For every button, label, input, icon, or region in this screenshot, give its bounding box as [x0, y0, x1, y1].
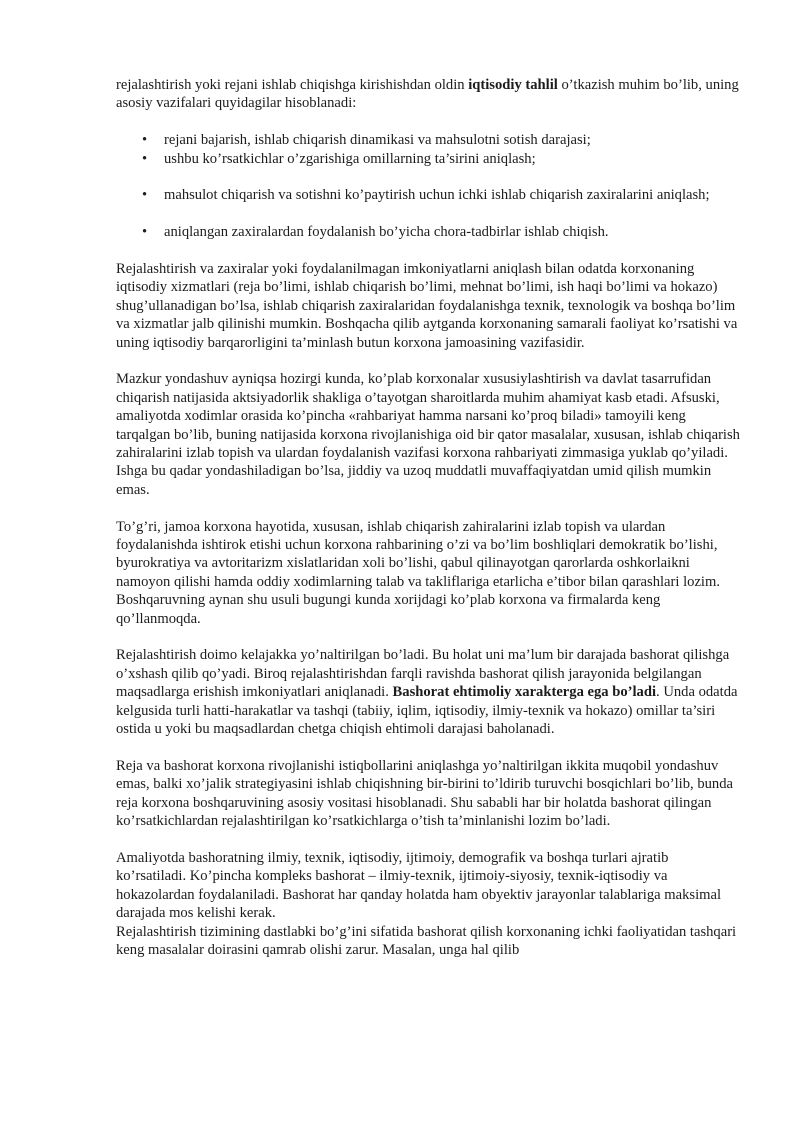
list-item: • mahsulot chiqarish va sotishni ko’paytirish uchun ichki ishlab chiqarish zaxiralarini aniqlash;	[116, 186, 742, 204]
list-item: • aniqlangan zaxiralardan foydalanish bo’yicha chora-tadbirlar ishlab chiqish.	[116, 223, 742, 241]
document-page	[116, 76, 742, 959]
list-item: • rejani bajarish, ishlab chiqarish dinamikasi va mahsulotni sotish darajasi;	[116, 131, 742, 149]
paragraph-intro-text-start: rejalashtirish yoki rejani ishlab chiqishga kirishishdan oldin	[116, 77, 469, 93]
paragraph-forecast-text-start: Rejalashtirish doimo kelajakka yo’naltirilgan bo’ladi. Bu holat uni ma’lum bir darajada bashorat qilishga o’xshash qilib qo’yadi. Biroq rejalashtirishdan farqli ravishda bashorat qilish jarayonida belgilangan maqsadlarga erishish imkoniyatlari aniqlanadi.	[116, 647, 730, 701]
paragraph: Mazkur yondashuv ayniqsa hozirgi kunda, ko’plab korxonalar xususiylashtirish va davlat tasarrufidan chiqarish natijasida aktsiyadorlik shakliga o’tayotgan sharoitlarda muhim ahamiyat kasb etadi. Afsuski, amaliyotda xodimlar orasida ko’pincha «rahbariyat hamma narsani ko’proq biladi» tamoyili keng tarqalgan bo’lib, buning natijasida korxona rivojlanishiga oid bir qator masalalar, xususan, ishlab chiqarish zahiralarini izlab topish va ulardan foydalanish vazifasi korxona rahbariyati zimmasiga yuklab qo’yiladi. Ishga bu qadar yondashiladigan bo’lsa, jiddiy va uzoq muddatli muvaffaqiyatdan umid qilish mumkin emas.	[116, 371, 740, 498]
paragraph: Rejalashtirish va zaxiralar yoki foydalanilmagan imkoniyatlarni aniqlash bilan odatda korxonaning iqtisodiy xizmatlari (reja bo’limi, ishlab chiqarish bo’limi, mehnat bo’limi, ish haqi bo’limi va hokazo) shug’ullanadigan bo’lsa, ishlab chiqarish zaxiralaridan foydalanishga texnik, texnologik va boshqa bo’lim va xizmatlar jalb qilinishi mumkin. Boshqacha qilib aytganda korxonaning samarali faoliyat ko’rsatishi va uning iqtisodiy barqarorligini ta’minlash butun korxona jamoasining vazifasidir.	[116, 261, 738, 351]
paragraph: Rejalashtirish tizimining dastlabki bo’g’ini sifatida bashorat qilish korxonaning ichki faoliyatidan tashqari keng masalalar doirasini qamrab olishi zarur. Masalan, unga hal qilib	[116, 923, 737, 958]
task-list	[116, 131, 742, 241]
paragraph: To’g’ri, jamoa korxona hayotida, xususan, ishlab chiqarish zahiralarini izlab topish va ulardan foydalanishda ishtirok etishi uchun korxona rahbarining o’zi va bo’lim boshliqlari demokratik bo’lishi, byurokratiya va avtoritarizm xislatlaridan xoli bo’lishi, qabul qilinayotgan qarorlarda oshkorlaikni namoyon qilishi hamda oddiy xodimlarning talab va takliflariga etarlicha e’tibor bilan qarashlari lozim. Boshqaruvning aynan shu usuli bugungi kunda xorijdagi ko’plab korxona va firmalarda keng qo’llanmoqda.	[116, 518, 720, 627]
bold-term-economic-analysis: iqtisodiy tahlil	[468, 77, 558, 93]
paragraph: Amaliyotda bashoratning ilmiy, texnik, iqtisodiy, ijtimoiy, demografik va boshqa turlari ajratib ko’rsatiladi. Ko’pincha kompleks bashorat – ilmiy-texnik, ijtimoiy-siyosiy, texnik-iqtisodiy va hokazolardan foydalaniladi. Bashorat har qanday holatda ham obyektiv jarayonlar talablariga maksimal darajada mos kelishi kerak.	[116, 849, 722, 922]
paragraph-forecast	[116, 646, 742, 738]
paragraph: Reja va bashorat korxona rivojlanishi istiqbollarini aniqlashga yo’naltirilgan ikkita muqobil yondashuv emas, balki xo’jalik strategiyasini ishlab chiqishning bir-birini to’ldirib turuvchi bosqichlari bo’lib, bunda reja korxona boshqaruvining asosiy vositasi hisoblanadi. Shu sababli har bir holatda bashorat qilingan ko’rsatkichlardan rejalashtirilgan ko’rsatkichlarga o’tish ta’minlanishi lozim bo’ladi.	[116, 757, 733, 830]
list-item: • ushbu ko’rsatkichlar o’zgarishiga omillarning ta’sirini aniqlash;	[116, 150, 742, 168]
bold-term-forecast-probabilistic: Bashorat ehtimoliy xarakterga ega bo’ladi	[392, 684, 657, 701]
paragraph-forecast-text-end: . Unda odatda kelgusida turli hatti-harakatlar va tashqi (tabiiy, iqlim, iqtisodiy, ilmiy-texnik va hokazo) omillar ta’siri ostida u yoki bu maqsadlardan chetga chiqish ehtimoli darajasi baholanadi.	[116, 684, 738, 738]
paragraph-intro-text-end: o’tkazish muhim bo’lib, uning asosiy vazifalari quyidagilar hisoblanadi:	[116, 77, 739, 112]
paragraph-intro	[116, 76, 742, 113]
